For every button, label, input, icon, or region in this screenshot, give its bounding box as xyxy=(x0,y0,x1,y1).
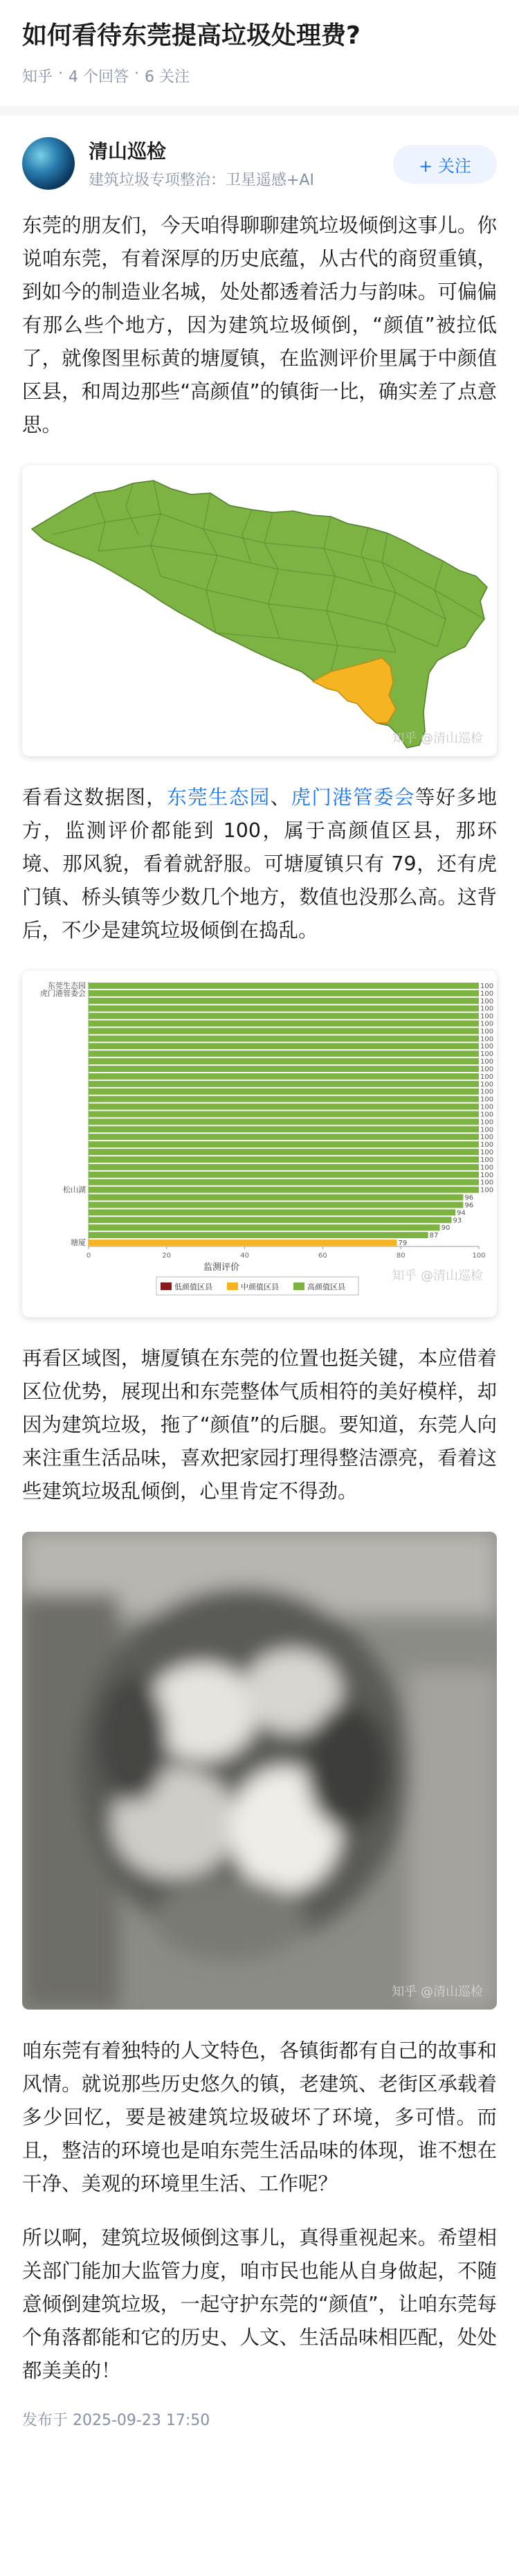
link-ecopark[interactable]: 东莞生态园 xyxy=(167,786,271,809)
dongguan-map xyxy=(22,465,497,756)
chart-watermark: 知乎 @清山巡检 xyxy=(392,1269,483,1283)
chart-x-tick-label: 20 xyxy=(162,1252,172,1260)
chart-bar xyxy=(89,1028,479,1034)
chart-x-tick-label: 100 xyxy=(472,1252,486,1260)
chart-x-tick-label: 40 xyxy=(240,1252,249,1260)
answer-body-2 xyxy=(0,781,519,947)
paragraph-2-rest: 等好多地方，监测评价都能到 100，属于高颜值区县，那环境、那风貌，看着就舒服。可塘厦镇只有 79，还有虎门镇、桥头镇等少数几个地方，数值也没那么高。这背后，不少是建筑垃圾倾倒在捣乱。 xyxy=(22,786,497,942)
chart-bar xyxy=(89,998,479,1004)
paragraph-4: 咱东莞有着独特的人文特色，各镇街都有自己的故事和风情。就说那些历史悠久的镇，老建筑、老街区承载着多少回忆，要是被建筑垃圾破坏了环境，多可惜。而且，整洁的环境也是咱东莞生活品味的体现，谁不想在干净、美观的环境里生活、工作呢？ xyxy=(22,2039,497,2195)
chart-value-label: 100 xyxy=(480,1118,494,1127)
meta-dot: · xyxy=(134,65,140,82)
chart-bar xyxy=(89,1118,479,1125)
paragraph-2-sep: 、 xyxy=(270,786,291,809)
chart-value-label: 100 xyxy=(480,1028,494,1036)
chart-value-label: 100 xyxy=(480,1058,494,1066)
chart-value-label: 100 xyxy=(480,1163,494,1172)
chart-bar xyxy=(89,1187,479,1193)
chart-value-label: 100 xyxy=(480,997,494,1005)
chart-value-label: 100 xyxy=(480,1012,494,1021)
chart-value-label: 100 xyxy=(480,1088,494,1096)
answer-body-5 xyxy=(0,2221,519,2388)
waste-photo xyxy=(22,1532,497,2010)
chart-bar xyxy=(89,1058,479,1064)
map-watermark: 知乎 @清山巡检 xyxy=(392,731,483,746)
chart-value-label: 100 xyxy=(480,1065,494,1073)
chart-bar xyxy=(89,1232,428,1238)
follow-button[interactable]: + 关注 xyxy=(393,145,497,184)
chart-bar xyxy=(89,1179,479,1186)
chart-value-label: 87 xyxy=(429,1232,439,1240)
chart-bar xyxy=(89,1134,479,1140)
chart-x-tick-label: 60 xyxy=(318,1252,327,1260)
author-desc: 建筑垃圾专项整治：卫星遥感+AI xyxy=(89,172,314,189)
chart-legend-swatch xyxy=(227,1282,238,1290)
chart-value-label: 96 xyxy=(464,1201,474,1210)
chart-bar xyxy=(89,1081,479,1087)
author-avatar[interactable] xyxy=(22,137,75,190)
bar-chart-figure[interactable] xyxy=(22,971,497,1317)
chart-category-label: 塘厦 xyxy=(71,1238,86,1248)
chart-value-label: 100 xyxy=(480,1073,494,1081)
chart-bar xyxy=(89,1111,479,1118)
chart-value-label: 100 xyxy=(480,1111,494,1119)
chart-value-label: 100 xyxy=(480,1005,494,1013)
paragraph-2 xyxy=(0,781,519,947)
chart-bar xyxy=(89,1104,479,1110)
chart-bar xyxy=(89,1021,479,1027)
chart-bar xyxy=(89,983,479,989)
photo-figure[interactable] xyxy=(22,1532,497,2010)
link-humen-port[interactable]: 虎门港管委会 xyxy=(291,786,415,809)
chart-bar xyxy=(89,1164,479,1170)
question-title[interactable]: 如何看待东莞提高垃圾处理费? xyxy=(22,21,361,50)
chart-value-label: 100 xyxy=(480,1126,494,1134)
map-figure[interactable] xyxy=(22,465,497,756)
chart-category-label: 虎门港管委会 xyxy=(40,988,86,998)
chart-category-label: 东莞生态园 xyxy=(48,981,86,990)
author-name[interactable]: 清山巡检 xyxy=(89,140,167,163)
answer-body-4 xyxy=(0,2034,519,2201)
question-meta xyxy=(22,65,497,87)
chart-bar xyxy=(89,1043,479,1049)
chart-x-tick-label: 80 xyxy=(396,1252,406,1260)
author-bar xyxy=(0,116,519,190)
chart-legend-label: 高颜值区县 xyxy=(307,1282,345,1291)
chart-bar xyxy=(89,1195,463,1201)
section-divider xyxy=(0,106,519,116)
answer-body-1 xyxy=(0,209,519,442)
bar-chart xyxy=(22,971,497,1317)
map-region-high xyxy=(32,481,487,748)
chart-bar xyxy=(89,1240,397,1246)
chart-bar xyxy=(89,1149,479,1155)
chart-legend-label: 低颜值区县 xyxy=(174,1282,212,1291)
question-header xyxy=(0,0,519,87)
chart-bar xyxy=(89,1013,479,1019)
chart-x-tick-label: 0 xyxy=(86,1252,91,1260)
chart-bar xyxy=(89,1050,479,1057)
chart-bar xyxy=(89,1035,479,1041)
chart-value-label: 93 xyxy=(453,1217,462,1225)
publish-time: 发布于 2025-09-23 17:50 xyxy=(22,2412,210,2429)
chart-value-label: 100 xyxy=(480,1035,494,1044)
chart-bar xyxy=(89,990,479,996)
chart-value-label: 100 xyxy=(480,1103,494,1111)
chart-bar xyxy=(89,1073,479,1080)
chart-bar xyxy=(89,1066,479,1072)
answer-count[interactable]: 4 个回答 xyxy=(69,69,129,86)
chart-value-label: 100 xyxy=(480,1050,494,1059)
author-info xyxy=(89,136,372,190)
answer-body-3 xyxy=(0,1342,519,1508)
chart-value-label: 100 xyxy=(480,982,494,990)
chart-bar xyxy=(89,1172,479,1178)
chart-value-label: 100 xyxy=(480,990,494,998)
chart-x-label: 监测评价 xyxy=(203,1262,240,1273)
chart-value-label: 100 xyxy=(480,1134,494,1142)
paragraph-5: 所以啊，建筑垃圾倾倒这事儿，真得重视起来。希望相关部门能加大监管力度，咱市民也能从自身做起，不随意倾倒建筑垃圾，一起守护东莞的“颜值”，让咱东莞每个角落都能和它的历史、人文、生活品味相匹配，处处都美美的！ xyxy=(22,2226,497,2382)
chart-legend-swatch xyxy=(161,1282,172,1290)
chart-bar xyxy=(89,1217,452,1223)
source-label[interactable]: 知乎 xyxy=(22,69,53,86)
chart-bar xyxy=(89,1209,455,1215)
chart-value-label: 100 xyxy=(480,1171,494,1179)
chart-bar xyxy=(89,1005,479,1012)
chart-bar xyxy=(89,1126,479,1132)
chart-value-label: 100 xyxy=(480,1149,494,1157)
chart-bar xyxy=(89,1156,479,1163)
chart-legend-label: 中颜值区县 xyxy=(241,1282,279,1291)
chart-value-label: 100 xyxy=(480,1186,494,1195)
chart-category-label: 松山湖 xyxy=(63,1185,86,1195)
chart-value-label: 100 xyxy=(480,1080,494,1089)
chart-legend-swatch xyxy=(293,1282,304,1290)
chart-bar xyxy=(89,1141,479,1147)
chart-value-label: 90 xyxy=(441,1224,450,1233)
chart-value-label: 100 xyxy=(480,1020,494,1028)
chart-bar xyxy=(89,1089,479,1095)
follow-count[interactable]: 6 关注 xyxy=(145,69,190,86)
chart-value-label: 100 xyxy=(480,1179,494,1187)
chart-bar xyxy=(89,1224,440,1231)
chart-bar xyxy=(89,1096,479,1102)
chart-value-label: 79 xyxy=(398,1240,408,1248)
chart-value-label: 96 xyxy=(464,1194,474,1202)
photo-watermark: 知乎 @清山巡检 xyxy=(392,1985,483,1999)
paragraph-1: 东莞的朋友们，今天咱得聊聊建筑垃圾倾倒这事儿。你说咱东莞，有着深厚的历史底蕴，从古代的商贸重镇，到如今的制造业名城，处处都透着活力与韵味。可偏偏有那么些个地方，因为建筑垃圾倾倒，“颜值”被拉低了，就像图里标黄的塘厦镇，在监测评价里属于中颜值区县，和周边那些“高颜值”的镇街一比，确实差了点意思。 xyxy=(22,214,497,436)
chart-value-label: 94 xyxy=(457,1209,466,1217)
chart-value-label: 100 xyxy=(480,1043,494,1051)
chart-value-label: 100 xyxy=(480,1095,494,1104)
chart-value-label: 100 xyxy=(480,1141,494,1150)
meta-dot: · xyxy=(58,65,64,82)
chart-value-label: 100 xyxy=(480,1156,494,1164)
chart-bar xyxy=(89,1201,463,1208)
paragraph-3: 再看区域图，塘厦镇在东莞的位置也挺关键，本应借着区位优势，展现出和东莞整体气质相符的美好模样，却因为建筑垃圾，拖了“颜值”的后腿。要知道，东莞人向来注重生活品味，喜欢把家园打理得整洁漂亮，看着这些建筑垃圾乱倾倒，心里肯定不得劲。 xyxy=(22,1347,497,1503)
paragraph-2-intro: 看看这数据图， xyxy=(22,786,167,809)
